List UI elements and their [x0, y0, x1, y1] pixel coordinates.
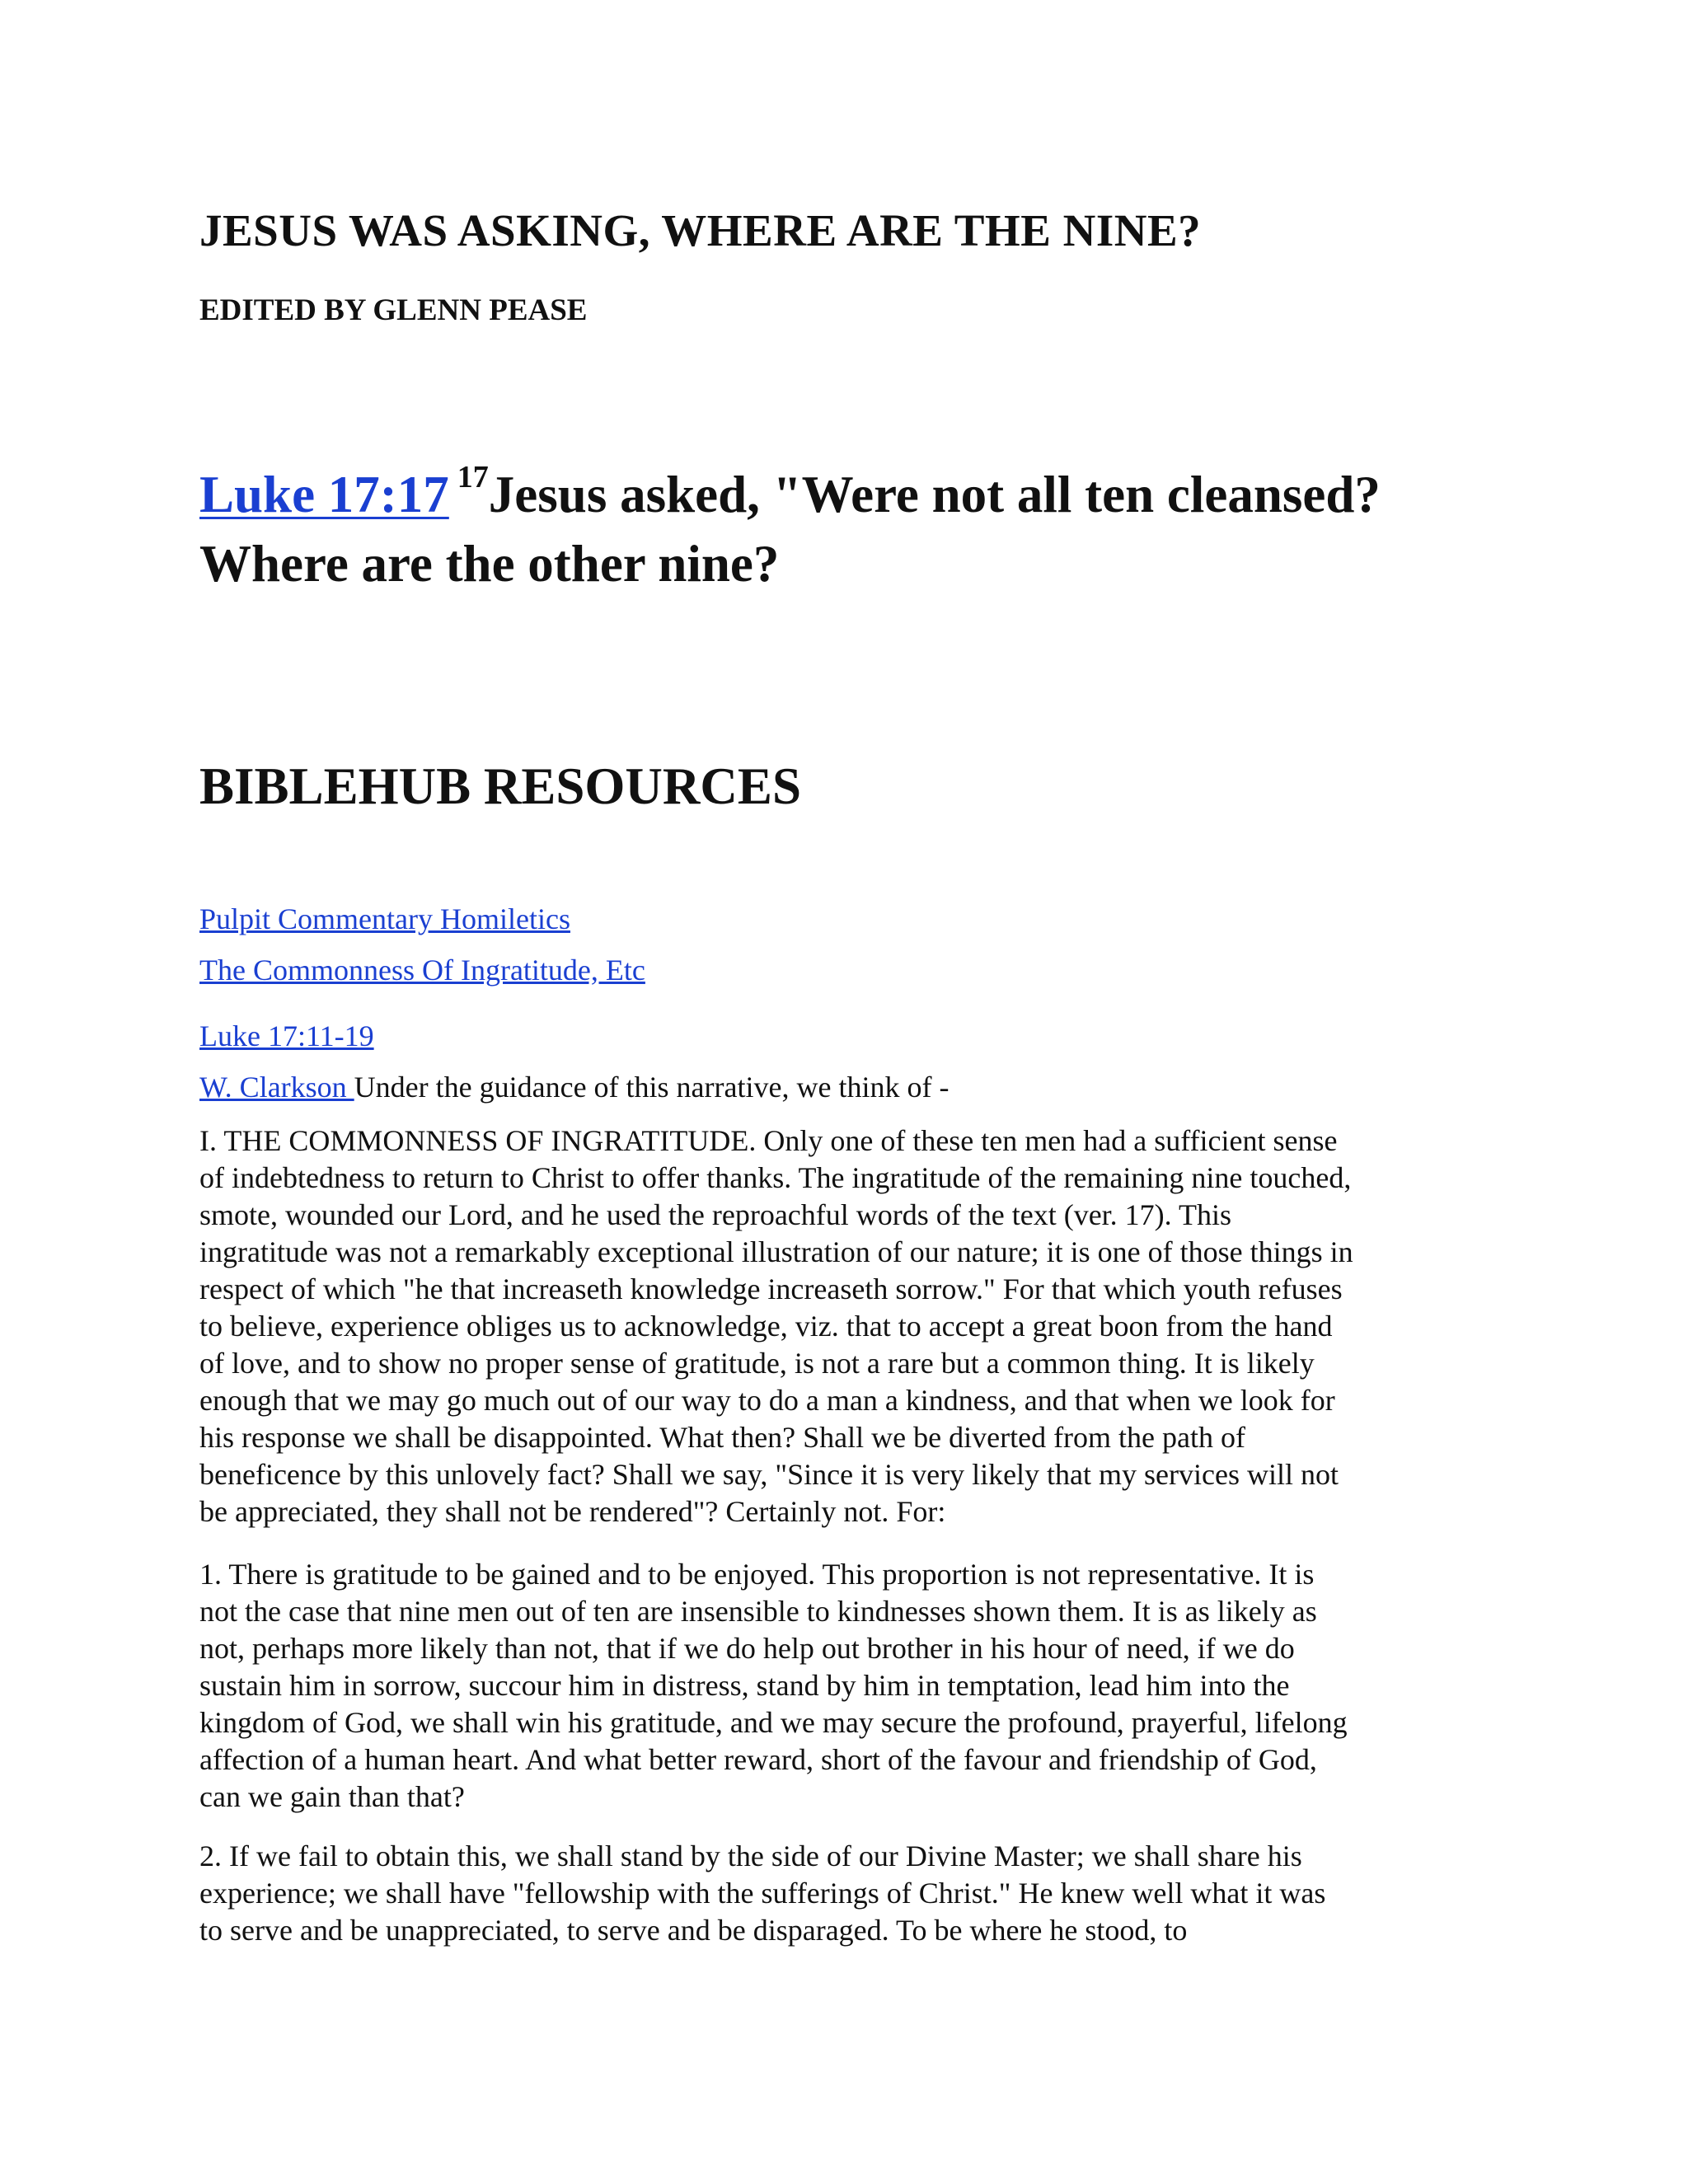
paragraph-line: his response we shall be disappointed. What then? Shall we be diverted from the path of: [199, 1421, 1245, 1454]
editor-credit: EDITED BY GLENN PEASE: [199, 293, 588, 327]
paragraph-line: ingratitude was not a remarkably exceptional illustration of our nature; it is one of those things in: [199, 1235, 1353, 1268]
paragraph-line: of love, and to show no proper sense of gratitude, is not a rare but a common thing. It is likely: [199, 1347, 1315, 1380]
paragraph-line: enough that we may go much out of our way to do a man a kindness, and that when we look for: [199, 1384, 1335, 1417]
section-heading: BIBLEHUB RESOURCES: [199, 757, 801, 815]
paragraph-line: of indebtedness to return to Christ to offer thanks. The ingratitude of the remaining nine touched,: [199, 1161, 1352, 1194]
paragraph-line: respect of which "he that increaseth knowledge increaseth sorrow." For that which youth refuses: [199, 1272, 1343, 1305]
verse-number: 17: [457, 460, 489, 494]
luke-passage-link[interactable]: Luke 17:11-19: [199, 1019, 374, 1052]
author-link[interactable]: W. Clarkson: [199, 1071, 354, 1104]
paragraph-line: to serve and be unappreciated, to serve and be disparaged. To be where he stood, to: [199, 1914, 1188, 1947]
verse-text-line-2: Where are the other nine?: [199, 535, 780, 593]
commonness-ingratitude-link[interactable]: The Commonness Of Ingratitude, Etc: [199, 954, 645, 987]
paragraph-line: experience; we shall have "fellowship with the sufferings of Christ." He knew well what it was: [199, 1877, 1326, 1910]
paragraph-point-1: [199, 1556, 1489, 1816]
paragraph-line: to believe, experience obliges us to acknowledge, viz. that to accept a great boon from the hand: [199, 1310, 1333, 1343]
paragraph-line: 1. There is gratitude to be gained and to be enjoyed. This proportion is not representative. It is: [199, 1558, 1315, 1591]
paragraph-line: can we gain than that?: [199, 1780, 465, 1813]
paragraph-line: sustain him in sorrow, succour him in distress, stand by him in temptation, lead him into the: [199, 1669, 1290, 1702]
paragraph-line: I. THE COMMONNESS OF INGRATITUDE. Only one of these ten men had a sufficient sense: [199, 1124, 1338, 1157]
paragraph-line: 2. If we fail to obtain this, we shall stand by the side of our Divine Master; we shall share his: [199, 1840, 1302, 1872]
paragraph-line: affection of a human heart. And what better reward, short of the favour and friendship of God,: [199, 1743, 1317, 1776]
paragraph-line: not the case that nine men out of ten are insensible to kindnesses shown them. It is as likely as: [199, 1595, 1317, 1628]
paragraph-line: be appreciated, they shall not be rendered"? Certainly not. For:: [199, 1495, 946, 1528]
paragraph-line: not, perhaps more likely than not, that if we do help out brother in his hour of need, if we do: [199, 1632, 1295, 1665]
paragraph-line: beneficence by this unlovely fact? Shall we say, "Since it is very likely that my services will not: [199, 1458, 1339, 1491]
commentary-intro: [199, 1070, 949, 1104]
page-title: JESUS WAS ASKING, WHERE ARE THE NINE?: [199, 205, 1202, 255]
intro-text: Under the guidance of this narrative, we think of -: [354, 1071, 950, 1104]
verse-heading: [199, 460, 1518, 598]
pulpit-commentary-link[interactable]: Pulpit Commentary Homiletics: [199, 902, 570, 935]
paragraph-commonness: [199, 1122, 1489, 1530]
paragraph-line: smote, wounded our Lord, and he used the reproachful words of the text (ver. 17). This: [199, 1198, 1232, 1231]
verse-reference-link[interactable]: Luke 17:17: [199, 466, 449, 523]
verse-text-line-1: Jesus asked, "Were not all ten cleansed?: [488, 466, 1381, 523]
paragraph-point-2: [199, 1838, 1489, 1949]
paragraph-line: kingdom of God, we shall win his gratitude, and we may secure the profound, prayerful, lifelong: [199, 1706, 1348, 1739]
